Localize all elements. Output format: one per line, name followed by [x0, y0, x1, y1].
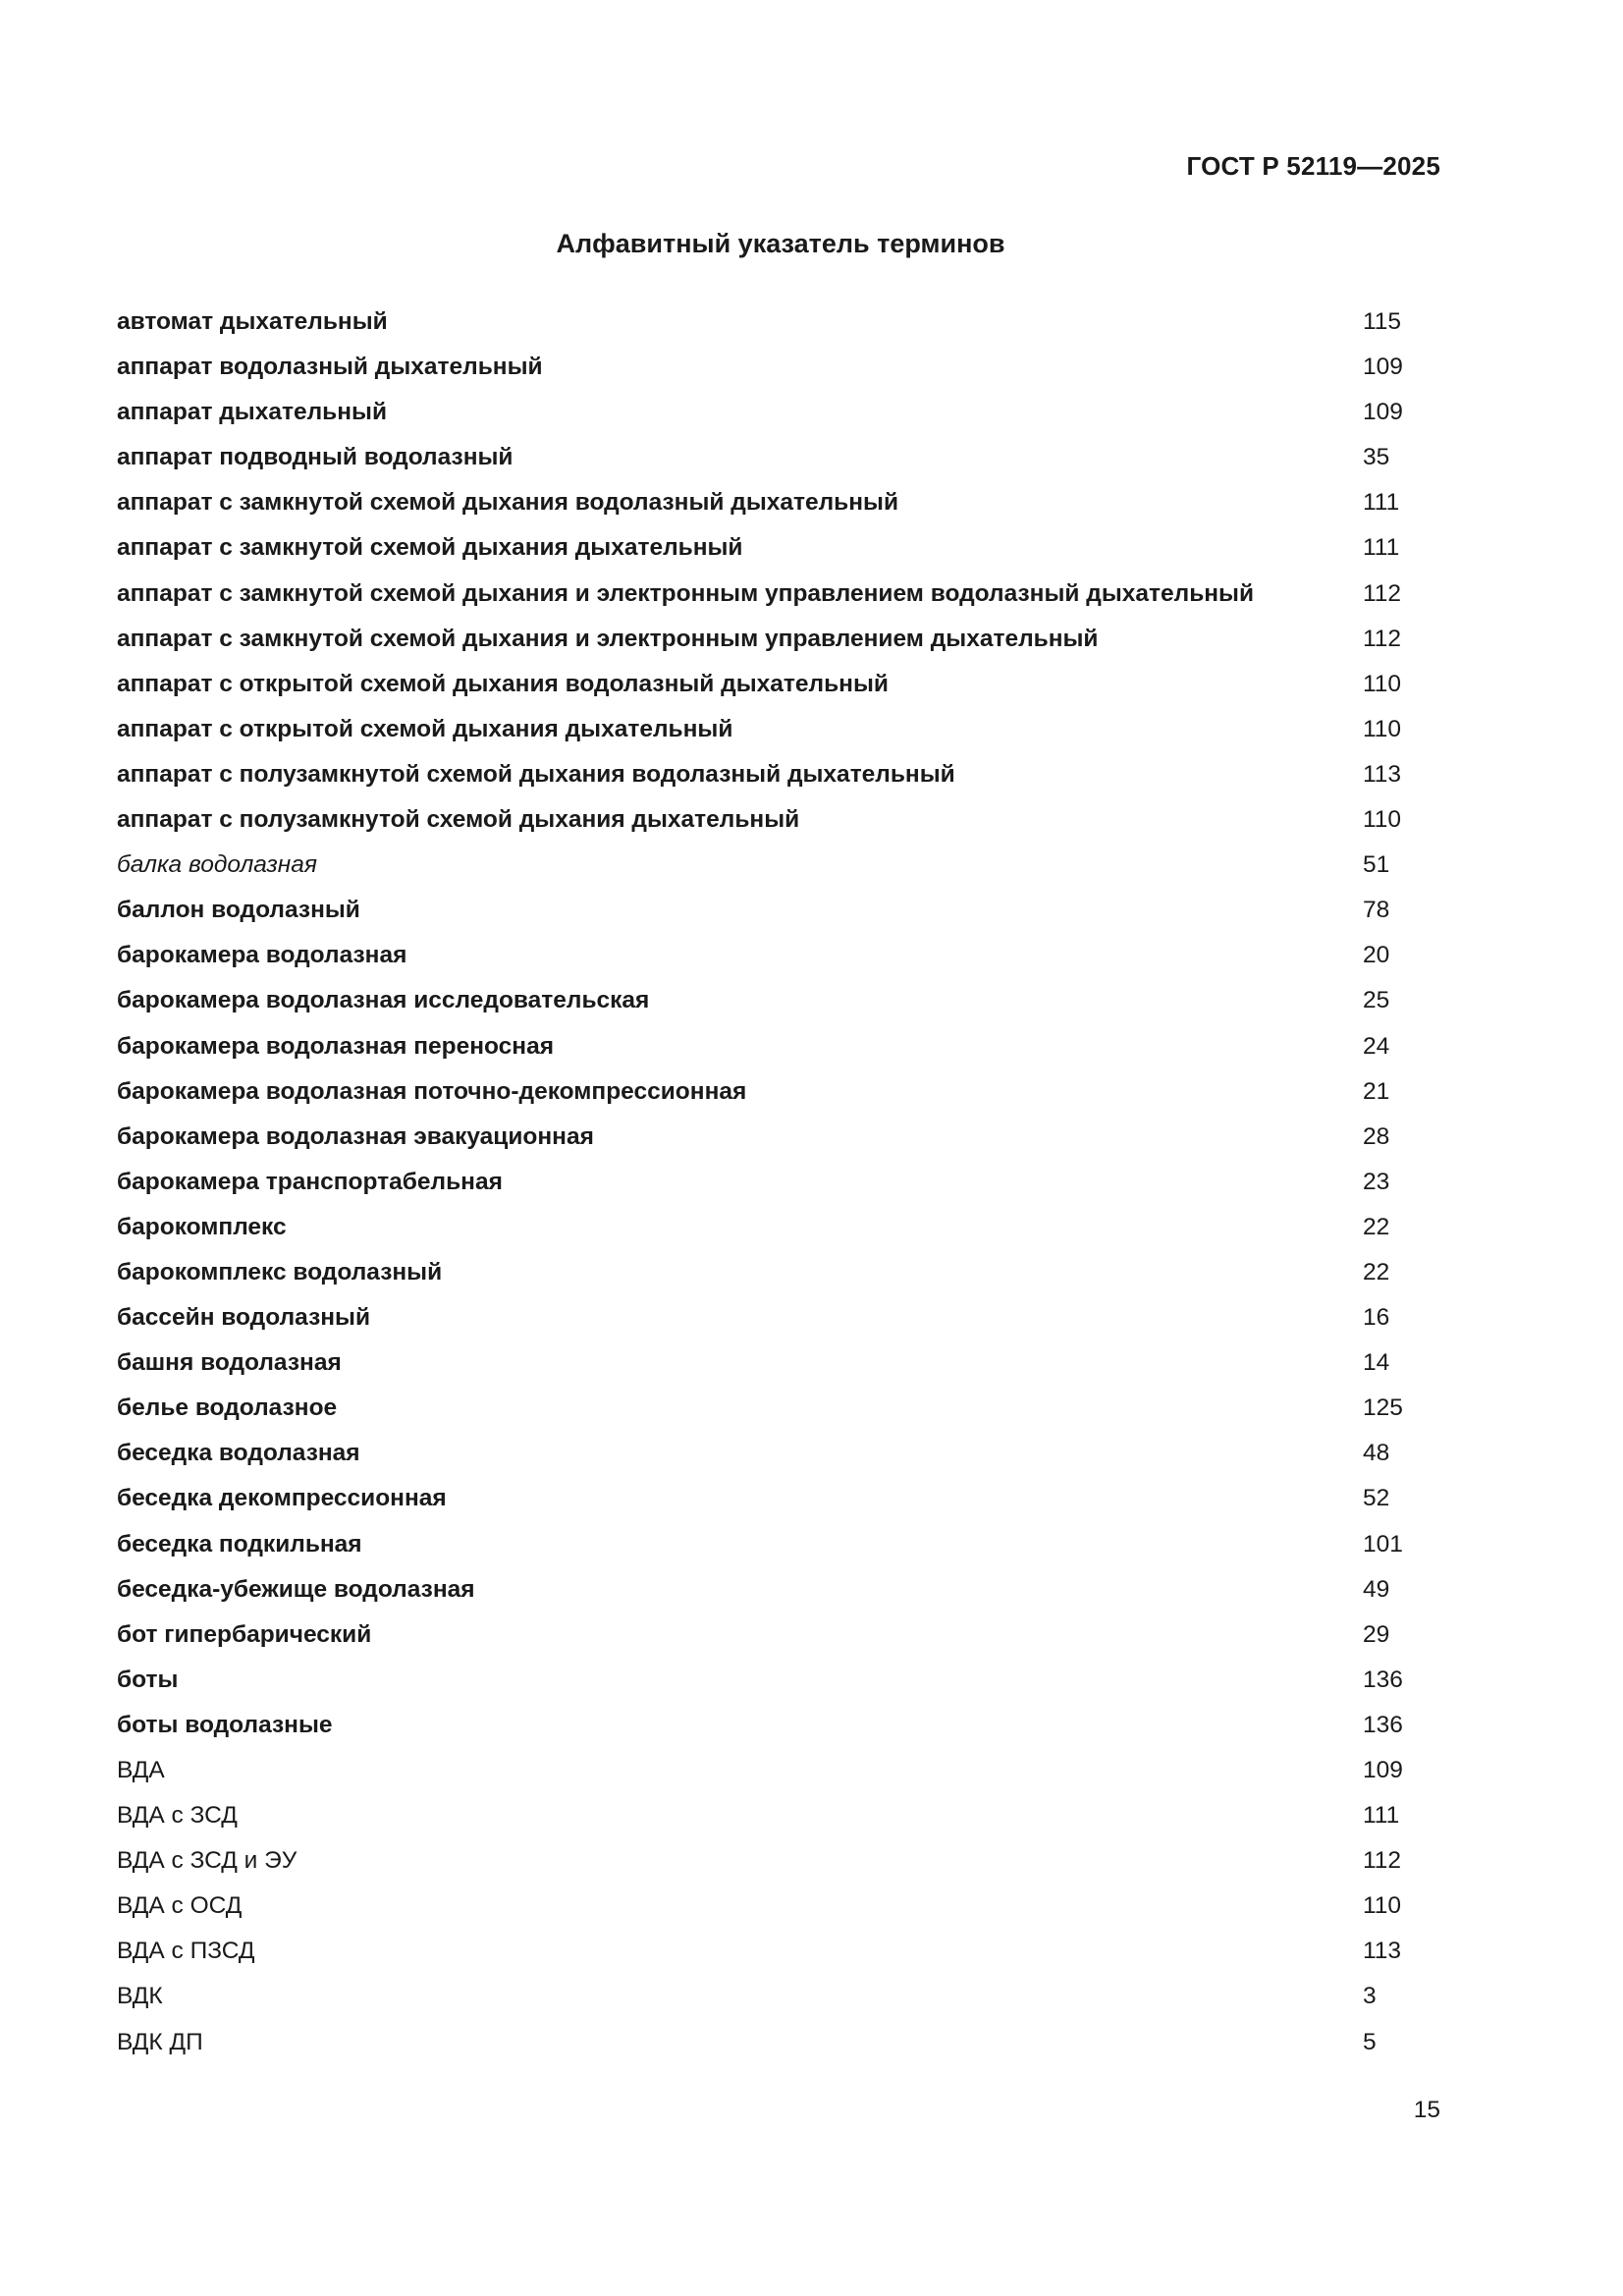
entry-term: ВДК ДП — [117, 2028, 203, 2055]
index-entry — [117, 1838, 1423, 1884]
entry-reference-number: 112 — [1363, 1847, 1402, 1875]
entry-term: аппарат с полузамкнутой схемой дыхания дыхательный — [117, 806, 800, 834]
entry-term: балка водолазная — [117, 851, 317, 879]
entry-reference-number: 16 — [1363, 1304, 1390, 1332]
entry-term: барокамера водолазная переносная — [117, 1032, 555, 1060]
entry-term: белье водолазное — [117, 1394, 338, 1422]
entry-reference-number: 22 — [1363, 1258, 1390, 1285]
index-entry — [117, 1431, 1423, 1476]
entry-term: беседка-убежище водолазная — [117, 1575, 475, 1603]
entry-term: аппарат с замкнутой схемой дыхания водолазный дыхательный — [117, 489, 899, 517]
entry-term: башня водолазная — [117, 1349, 342, 1377]
entry-reference-number: 110 — [1363, 715, 1402, 742]
entry-term: барокомплекс — [117, 1213, 287, 1240]
entry-term: боты водолазные — [117, 1711, 333, 1738]
index-entry — [117, 662, 1423, 707]
index-entry — [117, 435, 1423, 480]
entry-reference-number: 136 — [1363, 1666, 1403, 1693]
entry-term: ВДК — [117, 1983, 163, 2010]
entry-term: барокамера водолазная — [117, 942, 407, 969]
entry-term: аппарат дыхательный — [117, 399, 388, 426]
index-entry — [117, 300, 1423, 345]
entry-reference-number: 52 — [1363, 1485, 1390, 1512]
index-entry — [117, 1024, 1423, 1069]
index-entry — [117, 1250, 1423, 1295]
entry-reference-number: 110 — [1363, 1892, 1402, 1920]
entry-reference-number: 136 — [1363, 1711, 1403, 1738]
entry-reference-number: 113 — [1363, 760, 1402, 788]
term-index-list — [117, 300, 1423, 2065]
entry-reference-number: 111 — [1363, 534, 1400, 562]
index-entry — [117, 707, 1423, 752]
entry-reference-number: 51 — [1363, 851, 1390, 879]
entry-reference-number: 25 — [1363, 987, 1390, 1014]
index-entry — [117, 1522, 1423, 1567]
entry-term: ВДА — [117, 1757, 165, 1783]
index-entry — [117, 978, 1423, 1023]
index-entry — [117, 1115, 1423, 1160]
index-entry — [117, 480, 1423, 525]
index-entry — [117, 1567, 1423, 1613]
index-entry — [117, 617, 1423, 662]
entry-term: беседка водолазная — [117, 1440, 360, 1467]
entry-term: бассейн водолазный — [117, 1304, 371, 1332]
index-entry — [117, 1386, 1423, 1431]
entry-term: барокамера транспортабельная — [117, 1168, 503, 1195]
index-entry — [117, 797, 1423, 843]
entry-reference-number: 125 — [1363, 1394, 1403, 1422]
entry-reference-number: 22 — [1363, 1213, 1390, 1240]
entry-term: барокамера водолазная эвакуационная — [117, 1122, 594, 1150]
entry-reference-number: 49 — [1363, 1575, 1390, 1603]
index-entry — [117, 390, 1423, 435]
index-entry — [117, 1658, 1423, 1703]
index-entry — [117, 888, 1423, 933]
entry-reference-number: 5 — [1363, 2028, 1377, 2055]
entry-reference-number: 109 — [1363, 1757, 1403, 1783]
index-entry — [117, 1974, 1423, 2019]
entry-reference-number: 112 — [1363, 625, 1402, 652]
index-entry — [117, 1476, 1423, 1521]
index-entry — [117, 1748, 1423, 1793]
entry-reference-number: 109 — [1363, 399, 1403, 426]
document-code: ГОСТ Р 52119—2025 — [1186, 151, 1440, 181]
entry-reference-number: 3 — [1363, 1983, 1377, 2010]
entry-term: аппарат с замкнутой схемой дыхания и электронным управлением дыхательный — [117, 625, 1099, 652]
entry-reference-number: 115 — [1363, 308, 1402, 335]
index-entry — [117, 1793, 1423, 1838]
entry-reference-number: 23 — [1363, 1168, 1390, 1195]
entry-term: аппарат с полузамкнутой схемой дыхания водолазный дыхательный — [117, 760, 955, 788]
index-entry — [117, 1160, 1423, 1205]
index-entry — [117, 1613, 1423, 1658]
entry-term: бот гипербарический — [117, 1620, 372, 1648]
index-entry — [117, 1340, 1423, 1386]
index-entry — [117, 752, 1423, 797]
entry-term: аппарат с замкнутой схемой дыхания и электронным управлением водолазный дыхательный — [117, 579, 1255, 607]
entry-term: барокамера водолазная поточно-декомпрессионная — [117, 1077, 747, 1105]
entry-reference-number: 24 — [1363, 1032, 1390, 1060]
entry-term: барокомплекс водолазный — [117, 1258, 443, 1285]
entry-reference-number: 29 — [1363, 1620, 1390, 1648]
entry-term: беседка декомпрессионная — [117, 1485, 447, 1512]
entry-reference-number: 113 — [1363, 1938, 1402, 1965]
index-entry — [117, 1884, 1423, 1929]
entry-reference-number: 14 — [1363, 1349, 1390, 1377]
entry-term: ВДА с ЗСД и ЭУ — [117, 1847, 298, 1875]
entry-term: боты — [117, 1666, 179, 1693]
index-entry — [117, 933, 1423, 978]
entry-term: аппарат с замкнутой схемой дыхания дыхательный — [117, 534, 743, 562]
index-entry — [117, 1295, 1423, 1340]
entry-term: баллон водолазный — [117, 897, 360, 924]
entry-reference-number: 48 — [1363, 1440, 1390, 1467]
index-entry — [117, 345, 1423, 390]
index-entry — [117, 2020, 1423, 2065]
entry-reference-number: 28 — [1363, 1122, 1390, 1150]
entry-reference-number: 111 — [1363, 1802, 1400, 1830]
entry-term: барокамера водолазная исследовательская — [117, 987, 650, 1014]
entry-reference-number: 112 — [1363, 579, 1402, 607]
entry-reference-number: 21 — [1363, 1077, 1390, 1105]
entry-reference-number: 20 — [1363, 942, 1390, 969]
index-entry — [117, 1205, 1423, 1250]
entry-term: автомат дыхательный — [117, 308, 388, 335]
entry-term: ВДА с ПЗСД — [117, 1938, 255, 1965]
entry-reference-number: 78 — [1363, 897, 1390, 924]
entry-term: ВДА с ЗСД — [117, 1802, 238, 1830]
entry-term: беседка подкильная — [117, 1530, 362, 1558]
entry-reference-number: 110 — [1363, 670, 1402, 697]
index-entry — [117, 1069, 1423, 1115]
index-entry — [117, 525, 1423, 571]
entry-term: ВДА с ОСД — [117, 1892, 243, 1920]
entry-reference-number: 35 — [1363, 444, 1390, 471]
entry-term: аппарат подводный водолазный — [117, 444, 514, 471]
index-entry — [117, 1703, 1423, 1748]
entry-term: аппарат с открытой схемой дыхания водолазный дыхательный — [117, 670, 889, 697]
entry-term: аппарат с открытой схемой дыхания дыхательный — [117, 715, 733, 742]
index-entry — [117, 843, 1423, 888]
page-number: 15 — [1413, 2097, 1440, 2123]
entry-reference-number: 109 — [1363, 354, 1403, 381]
index-title: Алфавитный указатель терминов — [556, 229, 1005, 258]
entry-term: аппарат водолазный дыхательный — [117, 354, 543, 381]
index-entry — [117, 572, 1423, 617]
index-entry — [117, 1929, 1423, 1974]
entry-reference-number: 101 — [1363, 1530, 1403, 1558]
entry-reference-number: 110 — [1363, 806, 1402, 834]
entry-reference-number: 111 — [1363, 489, 1400, 517]
